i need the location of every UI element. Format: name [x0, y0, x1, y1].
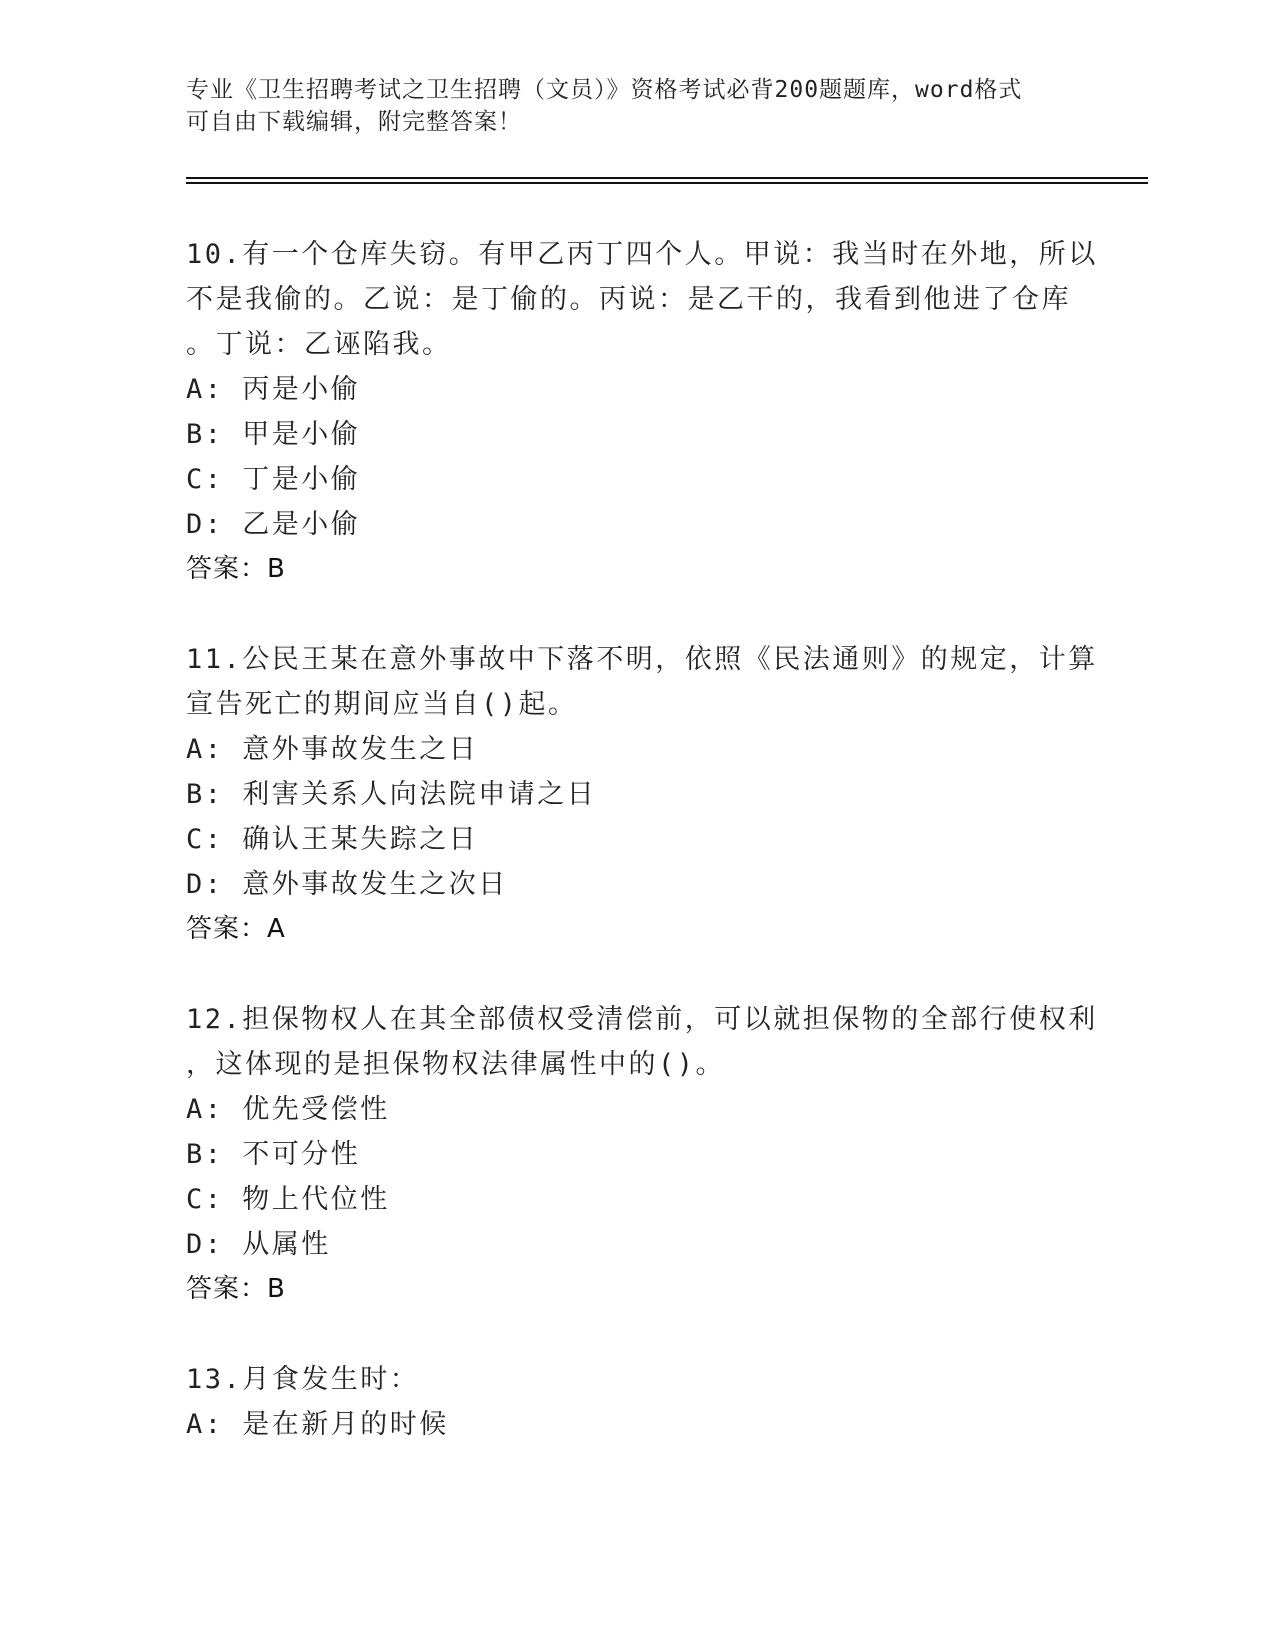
option-b: B: 不可分性 [186, 1139, 361, 1170]
option-c: C: 丁是小偷 [186, 464, 361, 495]
answer-label: 答案：B [186, 1274, 286, 1304]
question-12 [186, 997, 1146, 1312]
document-header [186, 74, 1086, 138]
answer-label: 答案：B [186, 554, 286, 584]
question-stem-line: 11.公民王某在意外事故中下落不明，依照《民法通则》的规定，计算 [186, 644, 1098, 675]
option-a: A: 丙是小偷 [186, 374, 361, 405]
question-stem-line: 不是我偷的。乙说：是丁偷的。丙说：是乙干的，我看到他进了仓库 [186, 284, 1071, 315]
header-divider-bottom [186, 182, 1148, 184]
question-stem-line: 10.有一个仓库失窃。有甲乙丙丁四个人。甲说：我当时在外地，所以 [186, 239, 1098, 270]
answer-label: 答案：A [186, 914, 286, 944]
option-d: D: 从属性 [186, 1229, 331, 1260]
option-a: A: 意外事故发生之日 [186, 734, 479, 765]
question-11 [186, 637, 1146, 952]
header-line-1: 专业《卫生招聘考试之卫生招聘（文员）》资格考试必背200题题库，word格式 [186, 77, 1023, 103]
option-b: B: 甲是小偷 [186, 419, 361, 450]
question-stem-line: ，这体现的是担保物权法律属性中的()。 [186, 1049, 726, 1080]
header-divider-top [186, 177, 1148, 179]
question-stem-line: 12.担保物权人在其全部债权受清偿前，可以就担保物的全部行使权利 [186, 1004, 1098, 1035]
question-stem-line: 。丁说：乙诬陷我。 [186, 329, 452, 360]
question-stem-line: 13.月食发生时： [186, 1364, 420, 1395]
header-line-2: 可自由下载编辑，附完整答案！ [186, 109, 522, 135]
option-d: D: 乙是小偷 [186, 509, 361, 540]
option-c: C: 物上代位性 [186, 1184, 390, 1215]
question-stem-line: 宣告死亡的期间应当自()起。 [186, 689, 578, 720]
question-13 [186, 1357, 1146, 1447]
question-10 [186, 232, 1146, 592]
question-list [186, 232, 1146, 1492]
option-c: C: 确认王某失踪之日 [186, 824, 479, 855]
option-d: D: 意外事故发生之次日 [186, 869, 508, 900]
option-b: B: 利害关系人向法院申请之日 [186, 779, 597, 810]
option-a: A: 是在新月的时候 [186, 1409, 449, 1440]
option-a: A: 优先受偿性 [186, 1094, 390, 1125]
